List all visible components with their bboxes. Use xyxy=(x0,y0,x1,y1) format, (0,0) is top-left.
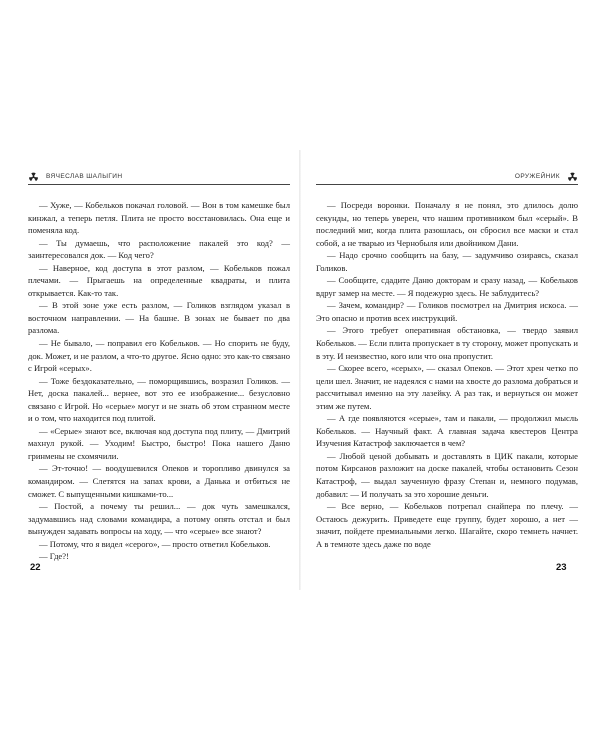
left-page xyxy=(28,170,290,563)
paragraph: — Ты думаешь, что расположение пакалей это код? — заинтересовался док. — Код чего? xyxy=(28,237,290,261)
left-page-number: 22 xyxy=(30,562,41,573)
paragraph: — Сообщите, сдадите Даню докторам и сразу назад, — Кобельков вдруг замер на месте. — Я подежурю здесь. Не заблудитесь? xyxy=(316,275,578,298)
book-gutter xyxy=(299,150,301,590)
paragraph: — Скорее всего, «серых», — сказал Опеков. — Этот хрен четко по цели шел. Значит, не надеялся с нами на хвосте до разлома добраться и рассчитывал именно на эту лазейку. А раз так, и вернуться он может этим же путем. xyxy=(316,363,578,411)
paragraph: — Любой ценой добывать и доставлять в ЦИК пакали, которые потом Кирсанов разложит на доске пакалей, чтобы остановить Сезон Катастроф, — выдал заученную фразу Степан и, немного подумав, добавил: — И получать за это хорошие деньги. xyxy=(316,450,578,499)
right-running-head-text: ОРУЖЕЙНИК xyxy=(514,173,560,180)
paragraph: — Посреди воронки. Поначалу я не понял, это длилось долю секунды, но теперь уверен, что нашим противником был «серый». В последний миг, когда плита разошлась, он сбросил все маски и стал собой, а не тварью из Чернобыля или двойником Дани. xyxy=(316,200,578,248)
paragraph: — Постой, а почему ты решил... — док чуть замешкался, задумавшись над словами командира, а потому опять отстал и был вынужден задавать вопросы на ходу, — что «серые» все знают? xyxy=(28,501,290,537)
paragraph: — Эт-точно! — воодушевился Опеков и торопливо двинулся за командиром. — Слетятся на запах крови, а Данька и отбиться не сможет. С выпущенными кишками-то... xyxy=(28,463,290,499)
paragraph: — Надо срочно сообщить на базу, — задумчиво озираясь, сказал Голиков. xyxy=(316,250,578,273)
paragraph: — Все верно, — Кобельков потрепал снайпера по плечу. — Остаюсь дежурить. Приведете еще группу, будет хорошо, а нет — значит, пойдете премиальными легко. Шагайте, скоро темнеть начнет. А в темноте здесь даже по воде xyxy=(316,501,578,549)
paragraph: — Зачем, командир? — Голиков посмотрел на Дмитрия искоса. — Это опасно и против всех инструкций. xyxy=(316,300,578,323)
right-page xyxy=(316,170,578,550)
left-page-body xyxy=(28,199,290,563)
right-running-head xyxy=(316,170,578,185)
radiation-hazard-icon xyxy=(28,171,39,182)
paragraph: — Этого требует оперативная обстановка, — твердо заявил Кобельков. — Если плита пропускает в ту сторону, может пропускать и в эту. И неизвестно, кого или что она пропустит. xyxy=(316,325,578,361)
paragraph: — Хуже, — Кобельков покачал головой. — Вон в том камешке был кинжал, а теперь петля. Плита не просто восстановилась. Она еще и поменяла код. xyxy=(28,200,290,236)
paragraph: — «Серые» знают все, включая код доступа под плиту, — Дмитрий махнул рукой. — Уходим! Быстро, быстро! Пока нашего Даню гринмены не схомячили. xyxy=(28,425,290,461)
paragraph: — А где появляются «серые», там и пакали, — продолжил мысль Кобельков. — Научный факт. А главная задача квестеров Центра Изучения Катастроф заключается в чем? xyxy=(316,413,578,449)
paragraph: — Тоже бездоказательно, — поморщившись, возразил Голиков. — Нет, доска пакалей... вернее, вот это ее изображение... безусловно связано с Игрой. Но «серые» могут и не знать об этом странном месте и о том, что находится под плитой. xyxy=(28,375,290,424)
paragraph: — Наверное, код доступа в этот разлом, — Кобельков пожал плечами. — Прыгаешь на определенные квадраты, и плита открывается. Как-то так. xyxy=(28,262,290,298)
right-page-body xyxy=(316,199,578,550)
paragraph: — Потому, что я видел «серого», — просто ответил Кобельков. xyxy=(39,538,271,549)
paragraph: — Не бывало, — поправил его Кобельков. — Но спорить не буду, док. Может, и не разлом, а что-то другое. Ясно одно: это как-то связано с Игрой «серых». xyxy=(28,338,290,374)
paragraph: — Где?! xyxy=(39,551,69,562)
paragraph: — В этой зоне уже есть разлом, — Голиков взглядом указал в восточном направлении. — На башне. В зонах не бывает по два разлома. xyxy=(28,300,290,336)
left-running-head-text: ВЯЧЕСЛАВ ШАЛЫГИН xyxy=(46,173,123,180)
radiation-hazard-icon xyxy=(567,171,578,182)
left-running-head xyxy=(28,170,290,185)
right-page-number: 23 xyxy=(556,562,567,573)
